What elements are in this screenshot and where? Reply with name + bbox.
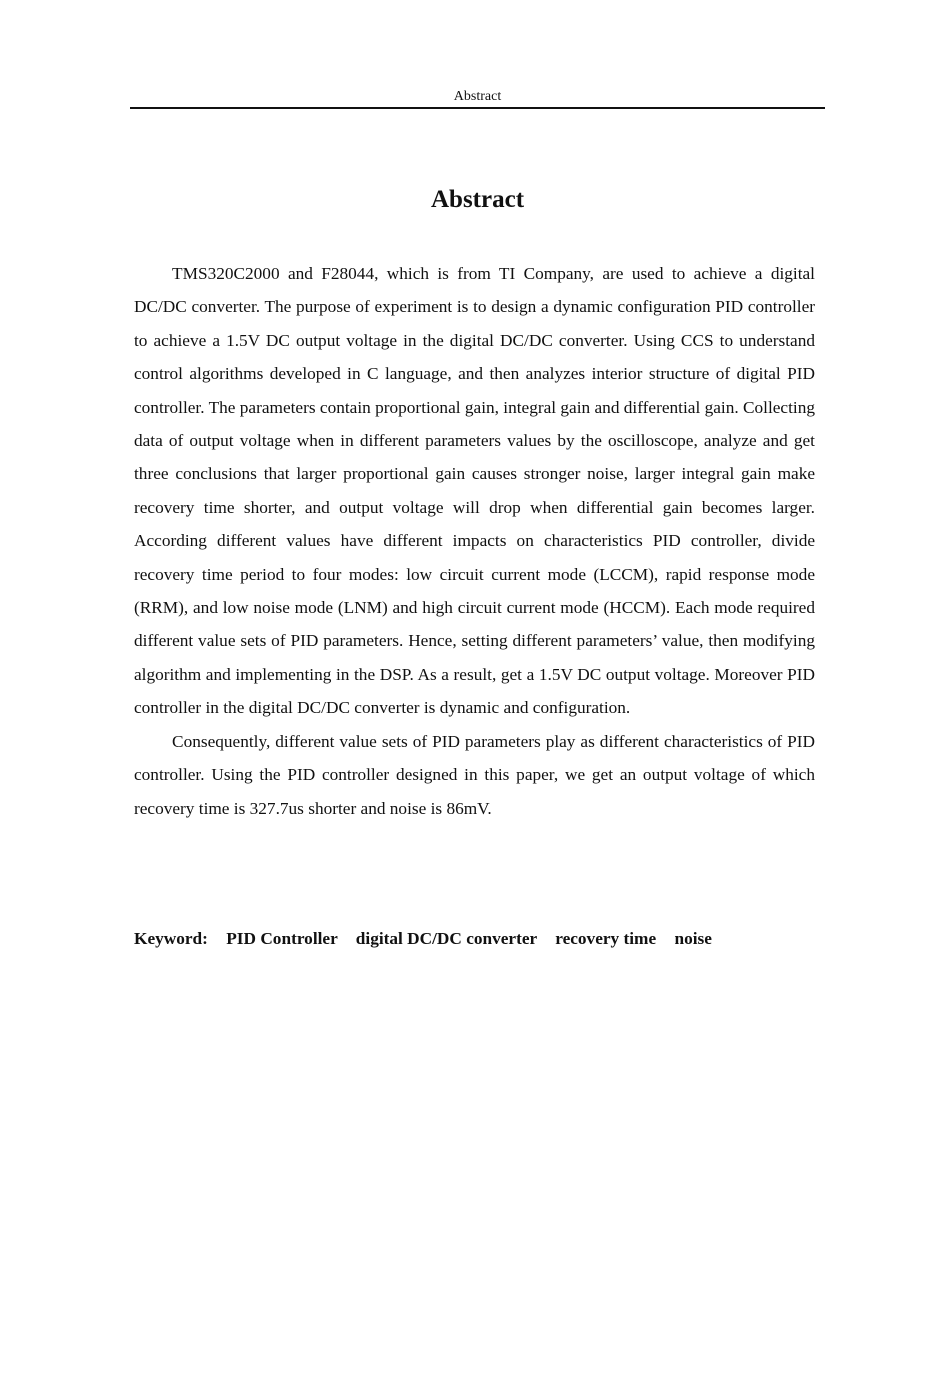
- keywords-label: Keyword:: [134, 929, 208, 948]
- header-rule: [130, 107, 825, 109]
- abstract-paragraph-1: TMS320C2000 and F28044, which is from TI Company, are used to achieve a digital DC/DC converter. The purpose of experiment is to design a dynamic configuration PID controller to achieve a 1.5V DC output voltage in the digital DC/DC converter. Using CCS to understand control algorithms developed in C language, and then analyzes interior structure of digital PID controller. The parameters contain proportional gain, integral gain and differential gain. Collecting data of output voltage when in different parameters values by the oscilloscope, analyze and get three conclusions that larger proportional gain causes stronger noise, larger integral gain make recovery time shorter, and output voltage will drop when differential gain becomes larger. According different values have different impacts on characteristics PID controller, divide recovery time period to four modes: low circuit current mode (LCCM), rapid response mode (RRM), and low noise mode (LNM) and high circuit current mode (HCCM). Each mode required different value sets of PID parameters. Hence, setting different parameters’ value, then modifying algorithm and implementing in the DSP. As a result, get a 1.5V DC output voltage. Moreover PID controller in the digital DC/DC converter is dynamic and configuration.: [134, 264, 815, 718]
- keyword-item: digital DC/DC converter: [355, 929, 537, 948]
- running-header: Abstract: [453, 89, 502, 104]
- abstract-body: [134, 257, 815, 825]
- keyword-item: noise: [674, 929, 712, 948]
- page-title: Abstract: [430, 186, 525, 213]
- keyword-item: PID Controller: [226, 929, 338, 948]
- abstract-paragraph-2: Consequently, different value sets of PID parameters play as different characteristics of PID controller. Using the PID controller designed in this paper, we get an output voltage of which recovery time is 327.7us shorter and noise is 86mV.: [134, 731, 815, 818]
- keywords-line: [134, 922, 815, 955]
- keyword-item: recovery time: [555, 929, 657, 948]
